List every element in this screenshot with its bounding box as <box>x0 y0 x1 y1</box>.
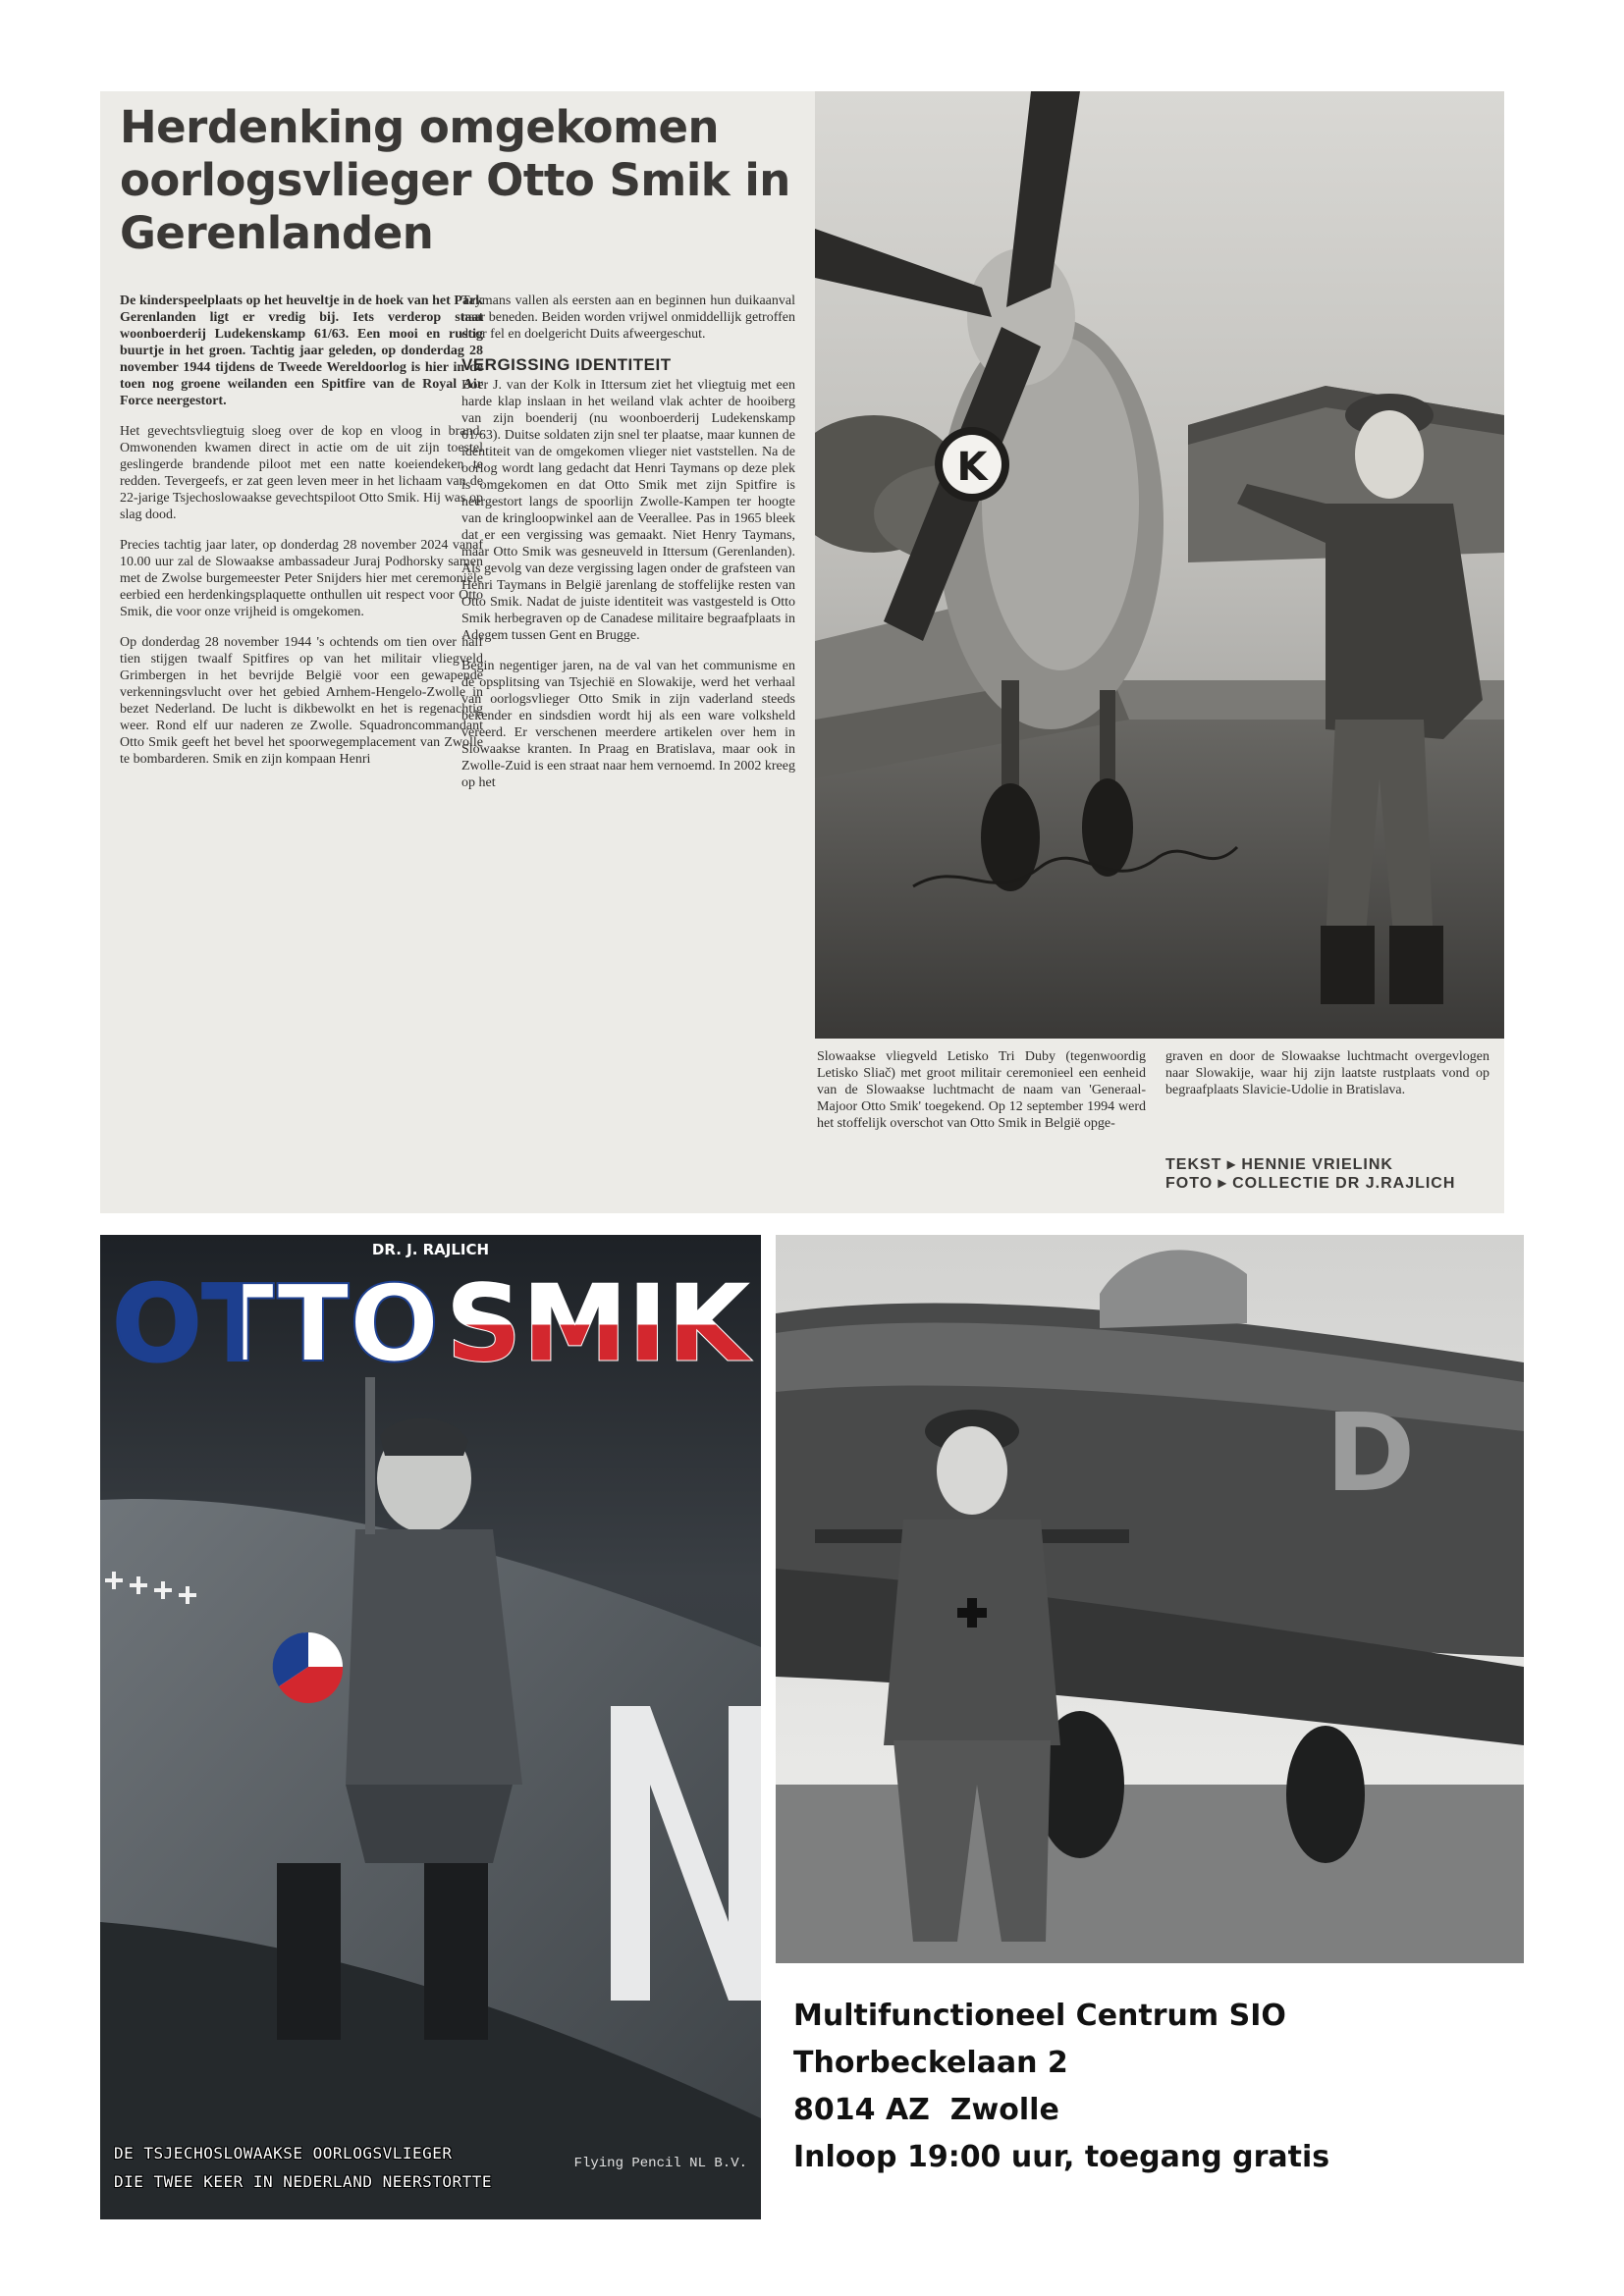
article-credits <box>1165 1155 1455 1193</box>
cover-publisher: Flying Pencil NL B.V. <box>573 2156 747 2171</box>
svg-text:D: D <box>1326 1390 1416 1516</box>
cover-subtitle-line-1: DE TSJECHOSLOWAAKSE OORLOGSVLIEGER <box>114 2144 453 2163</box>
book-cover <box>100 1235 761 2219</box>
cover-subtitle-line-2: DIE TWEE KEER IN NEDERLAND NEERSTORTTE <box>114 2172 493 2191</box>
article-column-3 <box>817 1048 1146 1146</box>
article-column-4 <box>1165 1048 1489 1112</box>
article-paragraph: Op donderdag 28 november 1944 's ochtends om tien over half tien stijgen twaalf Spitfires op van het militair vliegveld Grimbergen in het bevrijde België voor een gewapende verkenningsvlucht over het gebied Arnhem-Hengelo-Zwolle in bezet Nederland. De lucht is dikbewolkt en het is regenachtig weer. Rond elf uur naderen ze Zwolle. Squadroncommandant Otto Smik geeft het bevel het spoorwegemplacement van Zwolle te bombarderen. Smik en zijn kompaan Henri <box>120 635 483 767</box>
plane-letter: K <box>956 445 988 490</box>
article-paragraph: Precies tachtig jaar later, op donderdag 28 november 2024 vanaf 10.00 uur zal de Slowaakse ambassadeur Juraj Podhorsky samen met de Zwolse burgemeester Peter Snijders hier met ceremoniële eerbied een herdenkingsplaquette onthullen uit respect voor Otto Smik, die voor onze vrijheid is omgekomen. <box>120 538 483 619</box>
event-details: Inloop 19:00 uur, toegang gratis <box>793 2140 1330 2174</box>
cover-author: DR. J. RAJLICH <box>371 1241 490 1258</box>
article-lead: De kinderspeelplaats op het heuveltje in de hoek van het Park Gerenlanden ligt er vredig bij. Iets verderop staat woonboerderij Ludekenskamp 61/63. Een mooi en rustig buurtje in het groen. Tachtig jaar geleden, op donderdag 28 november 1944 tijdens de Tweede Wereldoorlog is hier in de toen nog groene weilanden een Spitfire van de Royal Air Force neergestort. <box>120 294 483 408</box>
cover-title-word-1: OTTO <box>112 1263 440 1370</box>
pilot-uniform-photo <box>776 1235 1524 1963</box>
event-venue: Multifunctioneel Centrum SIO <box>793 1999 1286 2033</box>
article-paragraph: Boer J. van der Kolk in Ittersum ziet het vliegtuig met een harde klap inslaan in het weiland vlak achter de hooiberg van zijn boenderij (nu woonboerderij Ludekenskamp 61/63). Duitse soldaten zijn snel ter plaatse, maar kunnen de identiteit van de omgekomen vlieger niet vaststellen. Na de oorlog wordt lang gedacht dat Henri Taymans op deze plek is omgekomen en dat Otto Smik met zijn Spitfire is neergestort langs de spoorlijn Zwolle-Kampen ter hoogte van de kringloopwinkel aan de Veerallee. Pas in 1965 bleek dat er een vergissing was gemaakt. Niet Henry Taymans, maar Otto Smik was gesneuveld in Ittersum (Gerenlanden). Als gevolg van deze vergissing lagen onder de grafsteen van Henri Taymans in België jarenlang de stoffelijke resten van Otto Smik. Nadat de juiste identiteit was vastgesteld is Otto Smik herbegraven op de Canadese militaire begraafplaats in Adegem tussen Gent en Brugge. <box>461 378 795 643</box>
article-column-1 <box>120 293 483 781</box>
article-paragraph: Het gevechtsvliegtuig sloeg over de kop en vloog in brand. Omwonenden kwamen direct in actie om de uit zijn toestel geslingerde brandende piloot met een natte koeiendeken te redden. Tevergeefs, er zat geen leven meer in het lichaam van de 22-jarige Tsjechoslowaakse gevechtspiloot Otto Smik. Hij was op slag dood. <box>120 424 483 522</box>
article-headline: Herdenking omgekomen oorlogsvlieger Otto Smik in Gerenlanden <box>120 101 790 259</box>
article-column-2 <box>461 293 795 805</box>
credit-text: TEKST ▸ HENNIE VRIELINK <box>1165 1156 1393 1173</box>
cover-title <box>112 1262 755 1370</box>
credit-photo: FOTO ▸ COLLECTIE DR J.RAJLICH <box>1165 1175 1456 1192</box>
cover-photo <box>100 1235 761 2219</box>
newspaper-clipping <box>100 91 1504 1213</box>
article-paragraph: Slowaakse vliegveld Letisko Tri Duby (tegenwoordig Letisko Sliač) met groot militair ceremonieel een eenheid van de Slowaakse luchtmacht de naam van 'Generaal-Majoor Otto Smik' toegekend. Op 12 september 1994 werd het stoffelijk overschot van Otto Smik in België opge- <box>817 1049 1146 1131</box>
article-paragraph: Begin negentiger jaren, na de val van het communisme en de opsplitsing van Tsjechië en Slowakije, werd het verhaal van oorlogsvlieger Otto Smik in zijn vaderland steeds bekender en sindsdien wordt hij als een ware volksheld vereerd. Er verschenen meerdere artikelen over hem in Slowaakse kranten. In Praag en Bratislava, maar ook in Zwolle-Zuid is een straat naar hem vernoemd. In 2002 kreeg op het <box>461 659 795 790</box>
article-paragraph: graven en door de Slowaakse luchtmacht overgevlogen naar Slowakije, waar hij zijn laatste rustplaats vond op begraafplaats Slavicie-Udolie in Bratislava. <box>1165 1049 1489 1097</box>
event-info <box>793 1993 1329 2181</box>
article-subhead: VERGISSING IDENTITEIT <box>461 355 672 374</box>
pilot-spitfire-photo <box>815 91 1504 1039</box>
article-paragraph: Taymans vallen als eersten aan en beginnen hun duikaanval naar beneden. Beiden worden vrijwel onmiddellijk getroffen door fel en doelgericht Duits afweergeschut. <box>461 294 795 342</box>
event-street: Thorbeckelaan 2 <box>793 2046 1068 2080</box>
event-city: 8014 AZ Zwolle <box>793 2093 1059 2127</box>
cover-title-word-2: SMIK <box>446 1263 750 1370</box>
